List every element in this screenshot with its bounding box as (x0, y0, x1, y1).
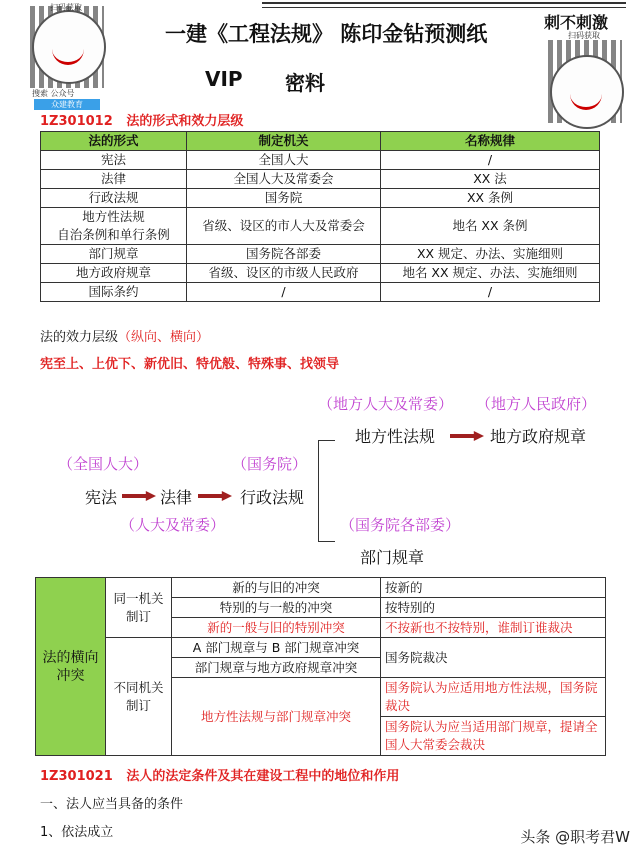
table-cell: XX 条例 (381, 189, 600, 208)
annotation: （国务院） (232, 455, 308, 473)
table-cell: 地方性法规 自治条例和单行条例 (41, 208, 187, 245)
annotation: （人大及常委） (120, 516, 226, 534)
node-dept-rule: 部门规章 (360, 548, 425, 567)
table-cell: / (381, 283, 600, 302)
scan-label: 扫码获取 (568, 31, 600, 40)
table-cell: 地名 XX 条例 (381, 208, 600, 245)
subheading: 一、法人应当具备的条件 (40, 797, 184, 812)
table-cell: 法律 (41, 170, 187, 189)
table-row (41, 264, 600, 283)
table-cell: 宪法 (41, 151, 187, 170)
watermark: 头条 @职考君W (520, 828, 630, 846)
header-rule (262, 2, 626, 8)
table-cell: / (381, 151, 600, 170)
table-cell: 全国人大及常委会 (187, 170, 381, 189)
annotation: （国务院各部委） (340, 516, 461, 534)
brace (318, 440, 335, 542)
vip-label: VIP (205, 67, 243, 91)
scan-label: 扫码获取 (50, 3, 82, 12)
section-heading-2: 1Z301021 法人的法定条件及其在建设工程中的地位和作用 (40, 769, 400, 784)
node-admin-regulation: 行政法规 (240, 488, 305, 507)
conflict-table: 法的横向冲突 同一机关制订 新的与旧的冲突 按新的 特别的与一般的冲突 按特别的 新的一般与旧的特别冲突 不按新也不按特别，谁制订谁裁决 不同机关制订 A 部门规章与 B 部门规章冲突 国务院裁决 部门规章与地方政府规章冲突 地方性法规与部门规章冲突 国务院认为应适用地方性法规，国务院裁决 国务院认为应当适用部门规章，提请全国人大常委会裁决 (35, 577, 606, 756)
arrow-icon (198, 491, 232, 501)
annotation: （地方人民政府） (476, 395, 597, 413)
hierarchy-label: 法的效力层级（纵向、横向） (40, 330, 210, 345)
table-cell: / (187, 283, 381, 302)
mascot-qr-right (540, 10, 630, 145)
arrow-icon (450, 431, 484, 441)
annotation: （全国人大） (58, 455, 149, 473)
slogan: 刺不刺激 (544, 13, 609, 32)
table-cell: XX 规定、办法、实施细则 (381, 245, 600, 264)
table-row (41, 208, 600, 245)
table-cell: 地方政府规章 (41, 264, 187, 283)
brand-tag: 众建教育 (34, 99, 100, 110)
table-cell: 国际条约 (41, 283, 187, 302)
table-cell: 部门规章 (41, 245, 187, 264)
table-cell: 国务院各部委 (187, 245, 381, 264)
table-cell: 省级、设区的市级人民政府 (187, 264, 381, 283)
page-title: 一建《工程法规》 陈印金钻预测纸 (165, 22, 488, 46)
arrow-icon (122, 491, 156, 501)
table-row (41, 170, 600, 189)
table-row (41, 151, 600, 170)
table-cell: 全国人大 (187, 151, 381, 170)
forms-table: 法的形式 制定机关 名称规律 宪法 全国人大 / 法律 全国人大及常委会 XX 法 行政法规 国务院 XX 条例 地方性法规 自治条例和单行条例 省级、设区的市人大及常委会 地名 XX 条例 部门规章 国务院各部委 XX 规定、办法、实施细则 地方政府规章 省级、设区的市级人民政府 地名 XX 规定、办法、实施细则 国际条约 / / (40, 131, 600, 302)
secret-label: 密料 (285, 71, 325, 95)
node-constitution: 宪法 (85, 488, 118, 507)
table-row (41, 283, 600, 302)
table-cell: 省级、设区的市人大及常委会 (187, 208, 381, 245)
table-cell: 地名 XX 规定、办法、实施细则 (381, 264, 600, 283)
table-cell: XX 法 (381, 170, 600, 189)
table-cell: 行政法规 (41, 189, 187, 208)
table-cell: 国务院 (187, 189, 381, 208)
node-local-gov-rule: 地方政府规章 (490, 427, 587, 446)
section-heading-1: 1Z301012 法的形式和效力层级 (40, 114, 244, 129)
table-row (41, 245, 600, 264)
mnemonic: 宪至上、上优下、新优旧、特优般、特殊事、找领导 (40, 357, 340, 372)
table-row (41, 189, 600, 208)
annotation: （地方人大及常委） (318, 395, 454, 413)
search-label: 搜索 公众号 (32, 89, 75, 98)
node-law: 法律 (160, 488, 193, 507)
node-local-regulation: 地方性法规 (355, 427, 436, 446)
mascot-qr-left (22, 0, 112, 110)
subheading: 1、依法成立 (40, 825, 114, 840)
